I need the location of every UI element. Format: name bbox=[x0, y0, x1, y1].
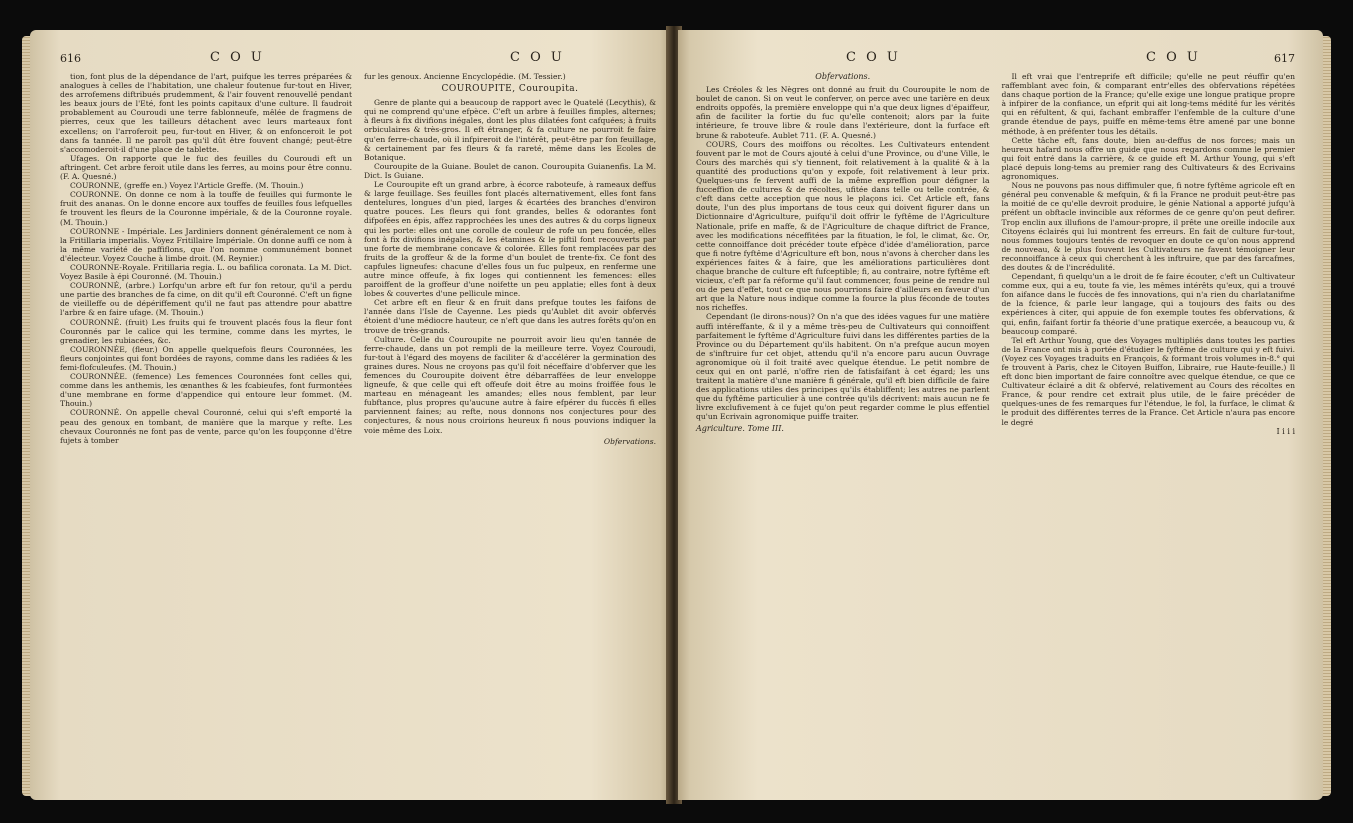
page-number: 616 bbox=[60, 52, 81, 65]
column-head: C O U bbox=[210, 50, 265, 65]
text-column-1 bbox=[696, 72, 990, 436]
paragraph: COURONNÉE, (fleur.) On appelle quelquefois fleurs Couronnées, les fleurs conjointes qui font bordées de rayons, comme dans les radiées & les femi-flofculeufes. (M. Thouin.) bbox=[60, 344, 352, 372]
paragraph: COURONNE - Impériale. Les Jardiniers donnent généralement ce nom à la Fritillaria imperialis. Voyez Fritillaire Impériale. On donne auffi ce nom à la même variété de paffiflons, que l'on nomme communément bonnet d'électeur. Voyez Couche à limbe droit. (M. Reynier.) bbox=[60, 226, 352, 263]
paragraph: Cependant, fi quelqu'un a le droit de fe faire écouter, c'eft un Cultivateur comme eux, qui a eu, toute fa vie, les mêmes intérêts qu'eux, qui a trouvé fon aifance dans le fuccès de fes innovations, qui n'a rien du charlatanifme de la fcience, & parle leur langage, qui a toujours des faits ou des expériences à citer, qui appuie de fon exemple toutes fes obfervations, & qui, enfin, faifant fortir fa théorie d'une pratique exercée, a beaucoup vu, & beaucoup comparé. bbox=[1001, 272, 1295, 336]
paragraph: Cet arbre eft en fleur & en fruit dans prefque toutes les faifons de l'année dans l'Isle de Cayenne. Les pieds qu'Aublet dit avoir obfervés étoient d'une médiocre hauteur, ce n'eft que dans les autres forêts qu'on en trouve de très-grands. bbox=[364, 298, 657, 335]
paragraph: Le Couroupite eft un grand arbre, à écorce raboteufe, à rameaux deffus & large feuillage. Ses feuilles font placés alternativement, elles font fans dentelures, longues d'un pied, larges & écartées des branches d'environ quatre pouces. Les fleurs qui font grandes, belles & odorantes font difpofées en épis, affez rapprochées les unes des autres & du corps ligneux qui les porte: elles ont une corolle de couleur de rofe un peu foncée, elles font à fix divifions inégales, & les étamines & le piftil font recouverts par une forte de membrane concave & colorée. Elles font remplacées par des fruits de la groffeur & de la forme d'un boulet de trente-fix. Ce font des capfules ligneufes: chacune d'elles fous un fuc pulpeux, en renferme une autre mince offeufe, à fix loges qui contiennent les femences: elles paroiffent de la groffeur d'une noifette un peu applatie; elles font à deux lobes & couvertes d'une pellicule mince. bbox=[364, 180, 656, 299]
text-columns bbox=[60, 72, 656, 446]
paragraph: Nous ne pouvons pas nous diffimuler que, fi notre fyftême agricole eft en général peu convenable & mefquin, & fi la France ne produit peut-être pas la moitié de ce qu'elle devroit produire, le génie National a apporté jufqu'à préfent un obftacle invincible aux réformes de ce genre qu'on peut defirer. Trop enclin aux illufions de l'amour-propre, il prête une oreille indocile aux Citoyens éclairés qui lui montrent fes erreurs. En fait de culture fur-tout, nous fommes toujours tentés de revoquer en doute ce qu'on nous apprend de nouveau, & le plus fouvent les Cultivateurs ne favent témoigner leur reconnoiffance à ceux qui cherchent à les inftruire, que par des farcafmes, des doutes & de l'incrédulité. bbox=[1001, 181, 1295, 272]
text-column-1 bbox=[60, 72, 352, 446]
paragraph: COURONNÉ, (arbre.) Lorfqu'un arbre eft fur fon retour, qu'il a perdu une partie des branches de fa cime, on dit qu'il eft Couronné. C'eft un figne de vieilleffe ou de dépériffement qu'il ne faut pas attendre pour abattre l'arbre & en faire ufage. (M. Thouin.) bbox=[60, 281, 352, 318]
paragraph: COURS, Cours des moiffons ou récoltes. Les Cultivateurs entendent fouvent par le mot de Cours ajouté à celui d'une Province, ou d'une Ville, le Cours des marchés qui s'y tiennent, foit relativement à la qualité & à la quantité des productions qu'on y expofe, foit relativement à leur prix. Quelques-uns fe fervent auffi de la même expreffion pour défigner la fucceffion de cultures & de récoltes, ufitée dans telle ou telle contrée, & c'eft dans cette acception que nous le plaçons ici. Cet Article eft, fans doute, l'un des plus importans de tous ceux qui doivent figurer dans un Dictionnaire d'Agriculture, puifqu'il doit offrir le fyftême de l'Agriculture Nationale, prife en maffe, & de l'Agriculture de chaque diftrict de France, avec les modifications néceffitées par la fituation, le fol, le climat, &c. Or, cette connoiffance doit précéder toute efpèce d'idée d'amélioration, parce que fi notre fyftême d'Agriculture eft bon, nous n'avons à chercher dans les expériences faites & à faire, que les améliorations particulières dont chaque branche de culture eft fufceptible; fi, au contraire, notre fyftême eft vicieux, c'eft par fa réforme qu'il faut commencer, fous peine de rendre nul ou de peu d'effet, tout ce que nous pourrions faire d'ailleurs en faveur d'un art que la Nature nous indique comme la fource la plus féconde de toutes nos richeffes. bbox=[696, 139, 990, 313]
catchword: Obfervations. bbox=[603, 436, 656, 446]
paragraph: Culture. Celle du Couroupite ne pourroit avoir lieu qu'en tannée de ferre-chaude, dans un pot rempli de la meilleure terre. Voyez Couroudi, fur-tout à l'égard des moyens de faciliter & d'accélérer la germination des graines dures. Nous ne croyons pas qu'il foit néceffaire d'obferver que les femences du Couroupite doivent être débarraffées de leur enveloppe ligneufe, & que celle qui eft offeufe doit être au moins froiffée fous le marteau en ménageant les amandes; elles nous femblent, par leur fubftance, plus propres qu'aucune autre à faire efpérer du fuccès fi elles parviennent faines; au refte, nous donnons nos conjectures pour des conjectures, & nous nous croirions heureux fi nous pouvions indiquer la voie même des Loix. bbox=[364, 334, 656, 435]
text-column-2 bbox=[364, 72, 656, 446]
paragraph: Cette tâche eft, fans doute, bien au-deffus de nos forces; mais un heureux hafard nous offre un guide que nous regardons comme le premier qui foit entré dans la carrière, & ce guide eft M. Arthur Young, qui s'eft placé depuis long-tems au premier rang des Cultivateurs & des Ecrivains agronomiques. bbox=[1001, 135, 1295, 182]
page-number: 617 bbox=[1274, 52, 1295, 65]
signature-mark: I i i i bbox=[1276, 426, 1295, 436]
paragraph: COURONNÉ. On appelle cheval Couronné, celui qui s'eft emporté la peau des genoux en tombant, de manière que la marque y refte. Les chevaux Couronnés ne font pas de vente, parce qu'on les foupçonne d'être fujets à tomber bbox=[60, 408, 352, 445]
paragraph: COURONNE-Royale. Fritillaria regia. L. ou bafilica coronata. La M. Dict. Voyez Basile à épi Couronné. (M. Thouin.) bbox=[60, 262, 352, 282]
text-column-2 bbox=[1002, 72, 1296, 436]
left-page bbox=[30, 30, 670, 800]
paragraph: COURONNE, (greffe en.) Voyez l'Article Greffe. (M. Thouin.) bbox=[70, 181, 304, 191]
right-page bbox=[678, 30, 1323, 800]
paragraph: Tel eft Arthur Young, que des Voyages multipliés dans toutes les parties de la France ont mis à portée d'étudier le fyftême de culture qui y eft fuivi. (Voyez ces Voyages traduits en François, & formant trois volumes in-8.° qui fe trouvent à Paris, chez le Citoyen Buiffon, Libraire, rue Haute-feuille.) Il eft donc bien important de faire connoître avec quelque étendue, ce que ce Cultivateur éclairé a dit & obfervé, relativement au Cours des récoltes en France, & pour rendre cet extrait plus utile, de le faire précéder de quelques-unes de fes remarques fur l'étendue, le fol, la furface, le climat & le produit des différentes terres de la France. Cet Article n'aura pas encore le degré bbox=[1001, 335, 1295, 427]
paragraph: Ufages. On rapporte que le fuc des feuilles du Couroudi eft un aftringent. Cet arbre feroit utile dans les ferres, au moins pour être connu. (F. A. Quesné.) bbox=[60, 153, 352, 182]
column-head: C O U bbox=[510, 50, 565, 65]
paragraph: fur les genoux. Ancienne Encyclopédie. (M. Tessier.) bbox=[364, 72, 566, 81]
page-footer: Agriculture. Tome III. bbox=[696, 423, 784, 433]
paragraph: Les Créoles & les Nègres ont donné au fruit du Couroupite le nom de boulet de canon. Si on veut le conferver, on perce avec une tarière en deux endroits oppofés, la première enveloppe qui n'a que deux lignes d'épaiffeur, afin de faciliter la fortie du fuc qu'elle contenoit; alors par la fuite intérieure, fe trouve libre & roule dans l'extérieure, dont la furface eft brune & raboteufe. Aublet 711. (F. A. Quesné.) bbox=[696, 85, 990, 140]
section-heading: Obfervations. bbox=[815, 72, 871, 81]
text-columns bbox=[696, 72, 1295, 436]
paragraph: Couroupite de la Guiane. Boulet de canon. Couroupita Guianenfis. La M. Dict. Is Guiane. bbox=[364, 161, 656, 180]
paragraph: COURONNÉE. (femence) Les femences Couronnées font celles qui, comme dans les anthemis, les œnanthes & les fcabieufes, font furmontées d'une membrane en forme d'appendice qui entoure leur fommet. (M. Thouin.) bbox=[60, 372, 352, 409]
paragraph: Il eft vrai que l'entreprife eft difficile; qu'elle ne peut réuffir qu'en raffemblant avec foin, & comparant entr'elles des obfervations répétées dans chaque portion de la France; qu'elle exige une longue pratique propre à infpirer de la confiance, un efprit qui ait long-tems médité fur les vérités qui en réfultent, & qui, fachant embraffer l'enfemble de la culture d'une grande étendue de pays, puiffe en même-tems être amené par une bonne méthode, à en préfenter tous les détails. bbox=[1001, 72, 1295, 136]
column-head: C O U bbox=[1146, 50, 1201, 65]
paragraph: tion, font plus de la dépendance de l'art, puifque les terres préparées & analogues à celles de l'habitation, une chaleur foutenue fur-tout en Hiver, des arrofemens diftribués prudemment, & l'air fouvent renouvellé pendant les beaux jours de l'Eté, font les points capitaux d'une culture. Il faudroit probablement au Couroudi une terre fablonneufe, mêlée de fragmens de pierres, ceux que les tailleurs détachent avec leurs marteaux font excellens; on l'arroferoit peu, fur-tout en Hiver, & on enfonceroit le pot dans fa tannée. Il ne paroît pas qu'il dût être fouvent changé; peut-être s'accomoderoit-il d'une place de tablette. bbox=[60, 72, 352, 154]
running-head-right-page bbox=[696, 50, 1295, 72]
paragraph: Cependant (le dirons-nous)? On n'a que des idées vagues fur une matière auffi intéreffante, & il y a même très-peu de Cultivateurs qui connoiffent parfaitement le fyftême d'Agriculture fuivi dans les différentes parties de la Province ou du Département qu'ils habitent. On n'a prefque aucun moyen de s'inftruire fur cet objet, attendu qu'il n'a encore paru aucun Ouvrage agronomique où il foit traité avec quelque étendue. Le petit nombre de ceux qui en ont parlé, n'offre rien de fatisfaifant à cet égard; les uns traitent la matière d'une manière fi générale, qu'il eft bien difficile de faire des applications utiles des principes qu'ils établiffent; les autres ne parlent que du fyftême particulier à une contrée qu'ils décrivent: mais aucun ne fe livre exclufivement à ce fujet qu'on peut regarder comme le plus effentiel qu'un Ecrivain agronomique puiffe traiter. bbox=[696, 312, 990, 422]
paragraph: COURONNÉ. (fruit) Les fruits qui fe trouvent placés fous la fleur font Couronnés par le calice qui les termine, comme dans les myrtes, le grenadier, les rubiacées, &c. bbox=[60, 317, 352, 345]
running-head-left-page bbox=[60, 50, 656, 72]
article-heading: COUROUPITE, Couroupita. bbox=[441, 84, 579, 95]
open-book bbox=[30, 22, 1323, 812]
column-head: C O U bbox=[846, 50, 901, 65]
paragraph: COURONNE. On donne ce nom à la touffe de feuilles qui furmonte le fruit des ananas. On le donne encore aux touffes de feuilles fous lefquelles fe trouvent les fleurs de la Couronne impériale, & de la Couronne royale. (M. Thouin.) bbox=[60, 190, 352, 227]
paragraph: Genre de plante qui a beaucoup de rapport avec le Quatelé (Lecythis), & qui ne comprend qu'une efpèce. C'eft un arbre à feuilles fimples, alternes; à fleurs à fix divifions inégales, dont les plus dilatées font cafquées; à fruits orbiculaires & très-gros. Il eft étranger, & fa culture ne pourroit fe faire qu'en ferre-chaude, où il infpireroit de l'intérêt, peut-être par fon feuillage, & certainement par fes fleurs & fa rareté, même dans les Ecoles de Botanique. bbox=[364, 98, 656, 162]
